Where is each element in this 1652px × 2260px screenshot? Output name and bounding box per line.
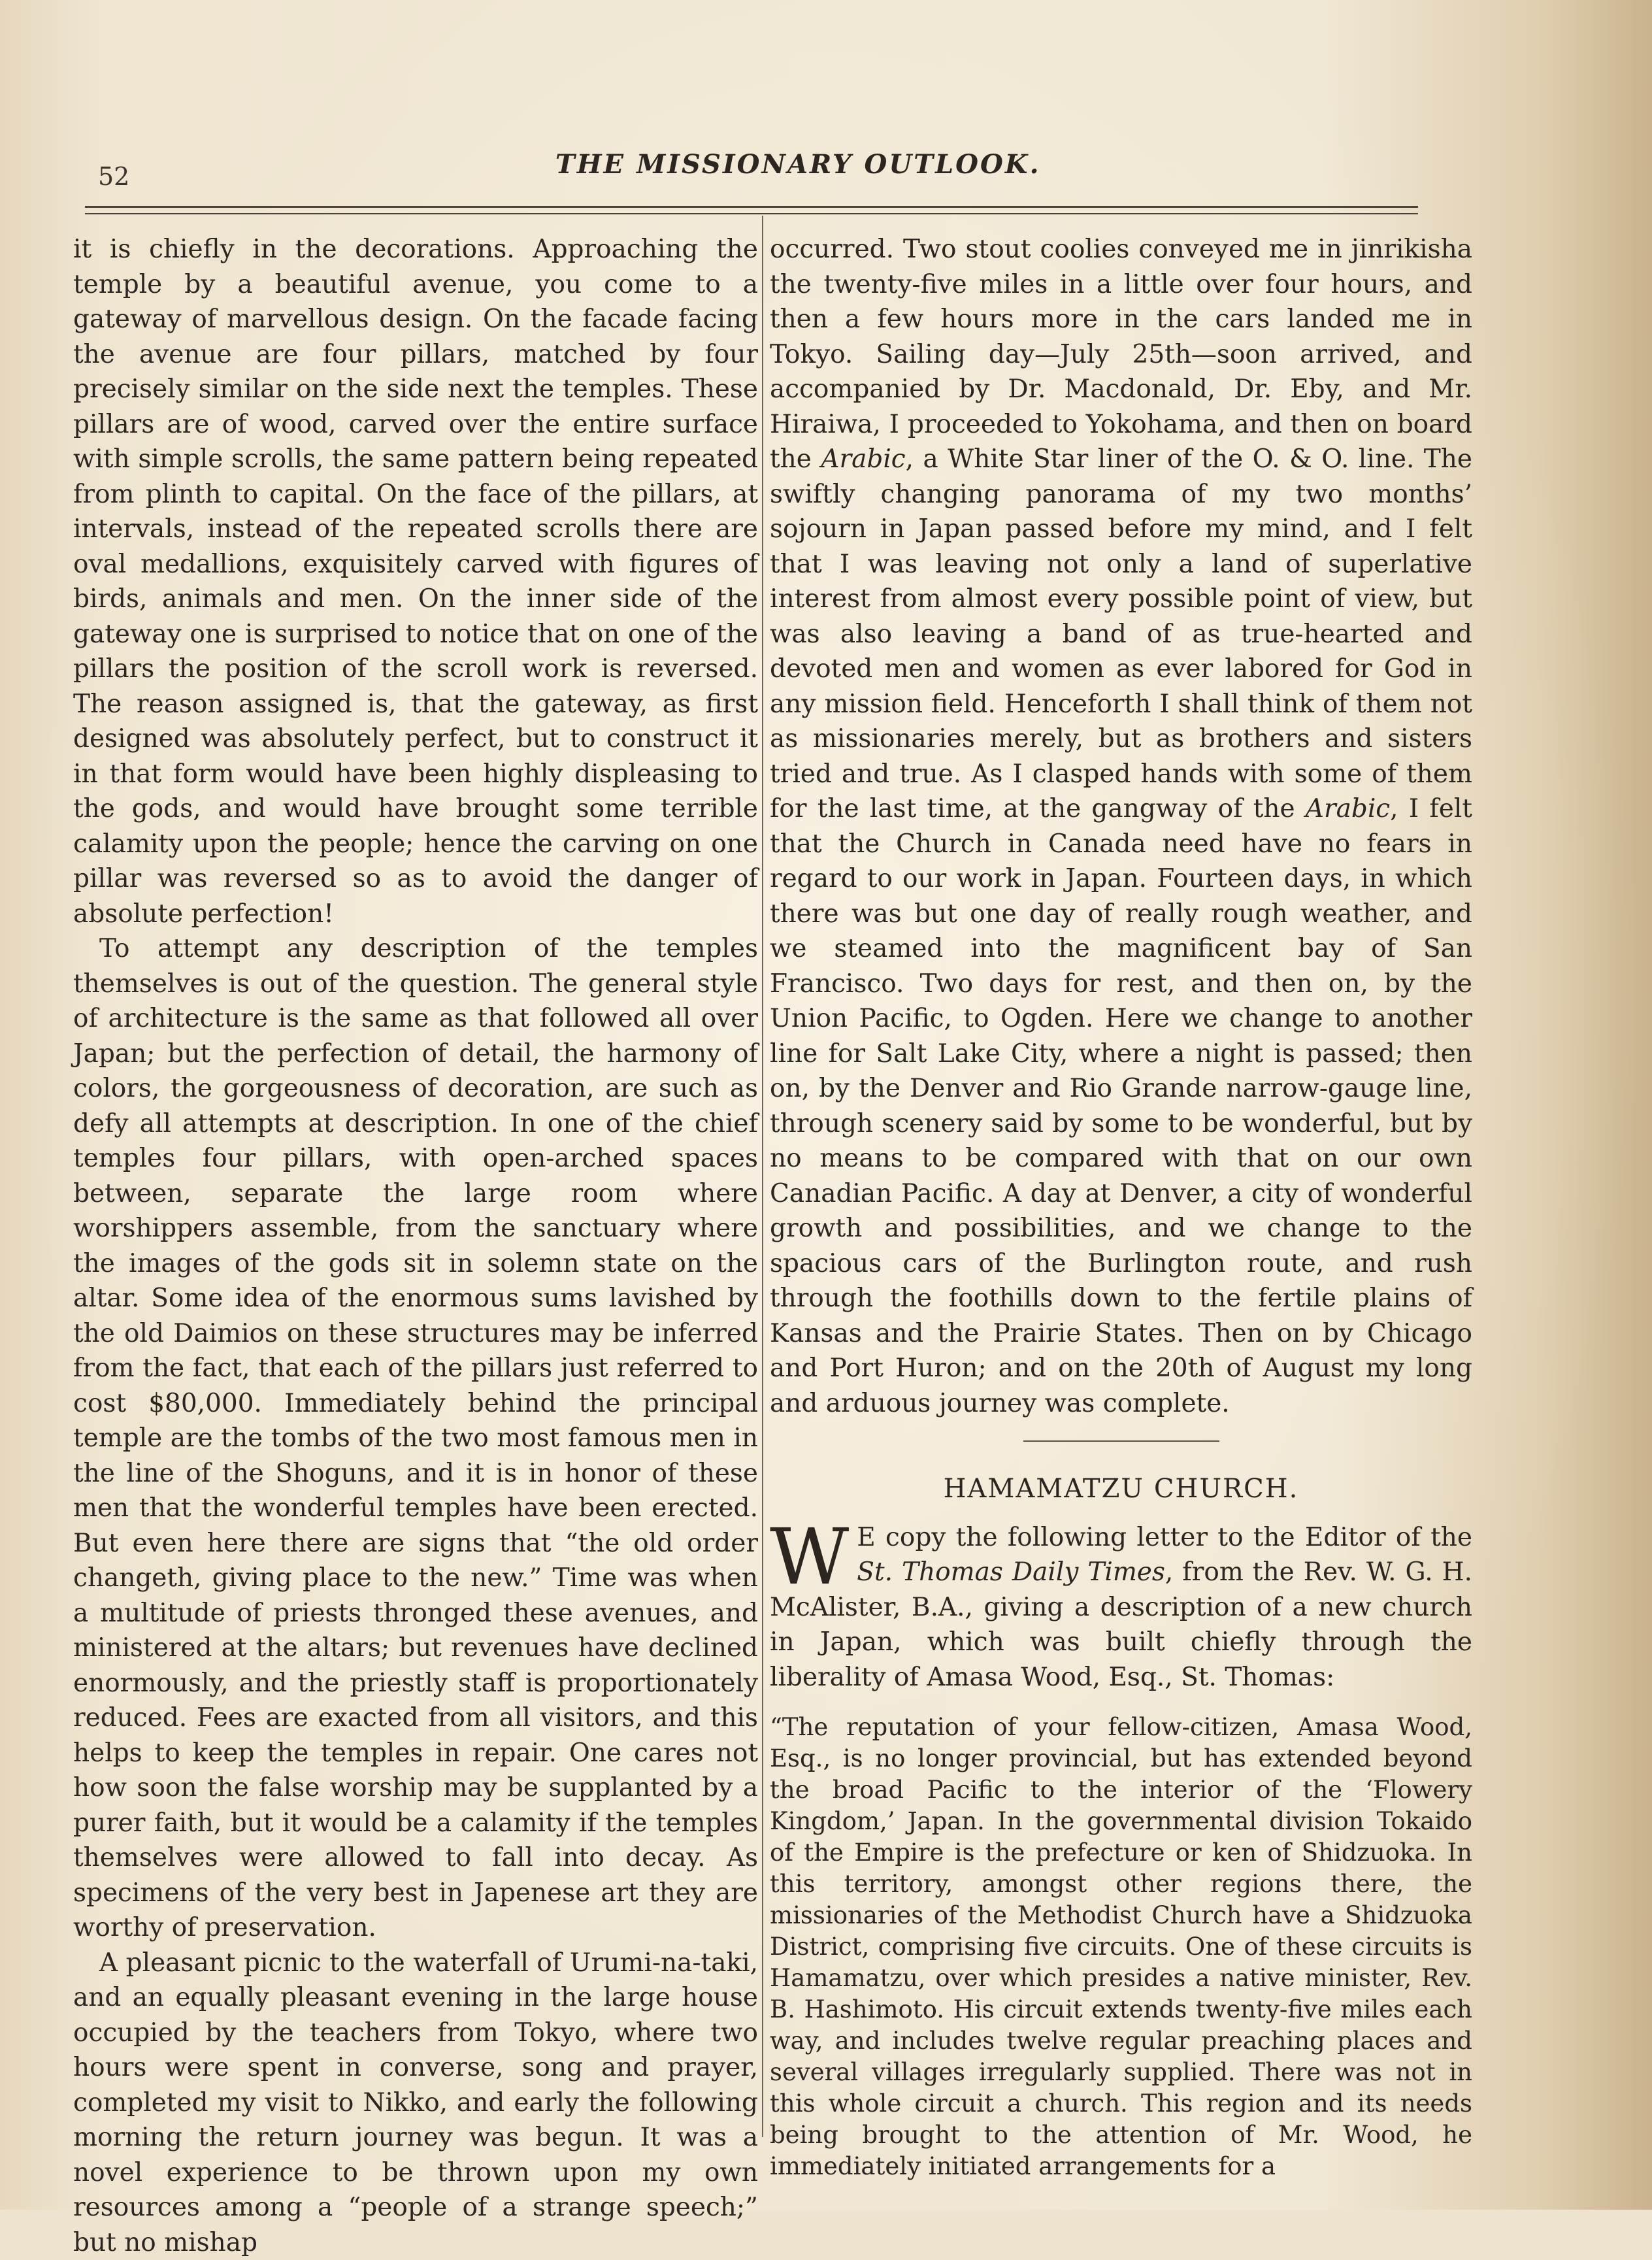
drop-cap: W [770,1524,849,1589]
text-run: E copy the following letter to the Editor of the [857,1523,1472,1552]
page-header [98,144,1418,190]
ship-name: Arabic [1306,794,1390,823]
section-heading: HAMAMATZU CHURCH. [770,1472,1472,1507]
header-rule [85,206,1418,208]
right-column [770,232,1472,2182]
page-number: 52 [98,162,129,191]
paragraph: it is chiefly in the decorations. Approaching the temple by a beautiful avenue, you come to a gateway of marvellous design. On the facade facing the avenue are four pillars, matched by four precisely similar on the side next the temples. These pillars are of wood, carved over the entire surface with simple scrolls, the same pattern being repeated from plinth to capital. On the face of the pillars, at intervals, instead of the repeated scrolls there are oval medallions, exquisitely carved with figures of birds, animals and men. On the inner side of the gateway one is surprised to notice that on one of the pillars the position of the scroll work is reversed. The reason assigned is, that the gateway, as first designed was absolutely perfect, but to construct it in that form would have been highly displeasing to the gods, and would have brought some terrible calamity upon the people; hence the carving on one pillar was reversed so as to avoid the danger of absolute perfection! [73,232,758,931]
ship-name: Arabic [821,444,905,474]
left-column [73,232,758,2260]
paragraph [770,232,1472,1421]
journal-title: THE MISSIONARY OUTLOOK. [555,149,1041,180]
text-run: , from the Rev. W. G. H. McAlister, B.A., giving a description of a new church in Japan, which was built chiefly through the liberality of Amasa Wood, Esq., St. Thomas: [770,1557,1472,1692]
newspaper-name: St. Thomas Daily Times [857,1557,1165,1587]
column-divider [762,216,763,2137]
text-run: , I felt that the Church in Canada need have no fears in regard to our work in Japan. Fourteen days, in which there was but one day of really rough weather, and we steamed into the magnificent bay of San Francisco. Two days for rest, and then on, by the Union Pacific, to Ogden. Here we change to another line for Salt Lake City, where a night is passed; then on, by the Denver and Rio Grande narrow-gauge line, through scenery said by some to be wonderful, but by no means to be compared with that on our own Canadian Pacific. A day at Denver, a city of wonderful growth and possibilities, and we change to the spacious cars of the Burlington route, and rush through the foothills down to the fertile plains of Kansas and the Prairie States. Then on by Chicago and Port Huron; and on the 20th of August my long and arduous journey was complete. [770,794,1472,1418]
quoted-letter: “The reputation of your fellow-citizen, Amasa Wood, Esq., is no longer provincial, but has extended beyond the broad Pacific to the interior of the ‘Flowery Kingdom,’ Japan. In the governmental division Tokaido of the Empire is the prefecture or ken of Shidzuoka. In this territory, amongst other regions there, the missionaries of the Methodist Church have a Shidzuoka District, comprising five circuits. One of these circuits is Hamamatzu, over which presides a native minister, Rev. B. Hashimoto. His circuit extends twenty-five miles each way, and includes twelve regular preaching places and several villages irregularly supplied. There was not in this whole circuit a church. This region and its needs being brought to the attention of Mr. Wood, he immediately initiated arrangements for a [770,1712,1472,2182]
paragraph [770,1520,1472,1695]
text-run: , a White Star liner of the O. & O. line. The swiftly changing panorama of my two months’ sojourn in Japan passed before my mind, and I felt that I was leaving not only a land of superlative interest from almost every possible point of view, but was also leaving a band of as true-hearted and devoted men and women as ever labored for God in any mission field. Henceforth I shall think of them not as missionaries merely, but as brothers and sisters tried and true. As I clasped hands with some of them for the last time, at the gangway of the [770,444,1472,823]
paragraph: To attempt any description of the temples themselves is out of the question. The general style of architecture is the same as that followed all over Japan; but the perfection of detail, the harmony of colors, the gorgeousness of decoration, are such as defy all attempts at description. In one of the chief temples four pillars, with open-arched spaces between, separate the large room where worshippers assemble, from the sanctuary where the images of the gods sit in solemn state on the altar. Some idea of the enormous sums lavished by the old Daimios on these structures may be inferred from the fact, that each of the pillars just referred to cost $80,000. Immediately behind the principal temple are the tombs of the two most famous men in the line of the Shoguns, and it is in honor of these men that the wonderful temples have been erected. But even here there are signs that “the old order changeth, giving place to the new.” Time was when a multitude of priests thronged these avenues, and ministered at the altars; but revenues have declined enormously, and the priestly staff is proportionately reduced. Fees are exacted from all visitors, and this helps to keep the temples in repair. One cares not how soon the false worship may be supplanted by a purer faith, but it would be a calamity if the temples themselves were allowed to fall into decay. As specimens of the very best in Japenese art they are worthy of preservation. [73,931,758,1946]
paragraph: A pleasant picnic to the waterfall of Urumi-na-taki, and an equally pleasant evening in the large house occupied by the teachers from Tokyo, where two hours were spent in converse, song and prayer, completed my visit to Nikko, and early the following morning the return journey was begun. It was a novel experience to be thrown upon my own resources among a “people of a strange speech;” but no mishap [73,1946,758,2260]
section-divider [1023,1440,1219,1442]
header-rule-thin [85,213,1418,214]
text-run: occurred. Two stout coolies conveyed me in jinrikisha the twenty-five miles in a little over four hours, and then a few hours more in the cars landed me in Tokyo. Sailing day—July 25th—soon arrived, and accompanied by Dr. Macdonald, Dr. Eby, and Mr. Hiraiwa, I proceeded to Yokohama, and then on board the [770,235,1472,474]
